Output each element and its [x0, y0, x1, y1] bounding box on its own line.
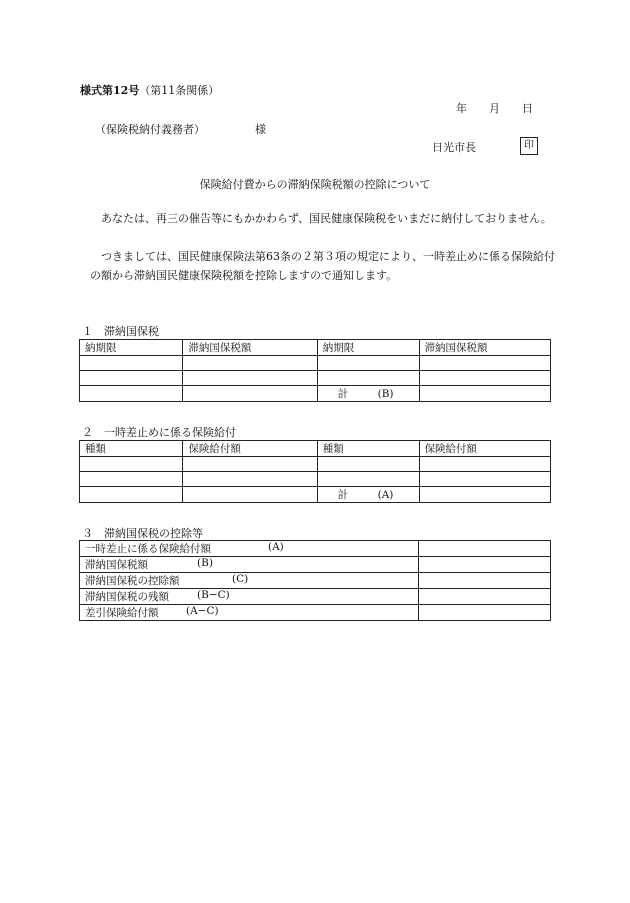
- total-value-cell: [419, 386, 550, 402]
- form-number: [80, 82, 219, 98]
- table-cell: [183, 386, 317, 402]
- total-label: 計: [337, 388, 349, 400]
- document-title: 保険給付費からの滞納保険税額の控除について: [199, 178, 431, 191]
- issuer: 日光市長: [432, 141, 476, 154]
- form-number-label: 様式第12号: [80, 84, 140, 97]
- table-cell: [80, 386, 183, 402]
- table-cell: [80, 457, 183, 472]
- table-row: [80, 472, 551, 487]
- deduction-label: 一時差止に係る保険給付額: [85, 543, 211, 555]
- suspended-benefits-table: [79, 440, 551, 503]
- table-cell: [419, 472, 550, 487]
- deduction-label-cell: [80, 557, 419, 573]
- table-cell: [80, 356, 183, 371]
- addressee: （保険税納付義務者）: [95, 123, 205, 136]
- deduction-value-cell: [419, 557, 551, 573]
- deduction-code: (B): [197, 557, 213, 569]
- table-cell: [317, 371, 419, 386]
- table-row: [80, 356, 551, 371]
- header-cell: 種類: [80, 441, 183, 457]
- deduction-code: (A−C): [186, 605, 219, 617]
- table-cell: [317, 356, 419, 371]
- deduction-value-cell: [419, 573, 551, 589]
- body-paragraph-2: つきましては、国民健康保険法第63条の２第３項の規定により、一時差止めに係る保険給付の額から滞納国民健康保険税額を控除しますので通知します。: [90, 250, 555, 282]
- table-cell: [183, 457, 317, 472]
- header-cell: 滞納国保税額: [183, 340, 317, 356]
- table-total-row: [80, 386, 551, 402]
- honorific: 様: [255, 123, 266, 136]
- total-label-cell: [317, 487, 419, 503]
- header-cell: 納期限: [317, 340, 419, 356]
- deduction-label-cell: [80, 541, 419, 557]
- arrears-table: [79, 339, 551, 402]
- date-month: 月: [489, 102, 500, 115]
- deduction-table: [79, 540, 551, 621]
- date-year: 年: [456, 102, 467, 115]
- header-cell: 保険給付額: [183, 441, 317, 457]
- deduction-label: 滞納国保税の残額: [85, 591, 169, 603]
- section1-title: １ 滞納国保税: [82, 325, 159, 338]
- header-cell: 納期限: [80, 340, 183, 356]
- deduction-value-cell: [419, 605, 551, 621]
- table-total-row: [80, 487, 551, 503]
- body-paragraph-1: あなたは、再三の催告等にもかかわらず、国民健康保険税をいまだに納付しておりません。: [101, 212, 552, 225]
- table-cell: [317, 472, 419, 487]
- table-cell: [183, 472, 317, 487]
- seal-box: 印: [520, 137, 538, 155]
- table-row: [80, 605, 551, 621]
- deduction-code: (C): [232, 573, 249, 585]
- deduction-value-cell: [419, 589, 551, 605]
- total-code: (B): [377, 388, 394, 400]
- table-cell: [419, 371, 550, 386]
- section2-title: ２ 一時差止めに係る保険給付: [82, 426, 236, 439]
- deduction-label-cell: [80, 573, 419, 589]
- header-cell: 種類: [317, 441, 419, 457]
- total-label-cell: [317, 386, 419, 402]
- table-cell: [419, 457, 550, 472]
- table-row: [80, 457, 551, 472]
- total-value-cell: [419, 487, 550, 503]
- deduction-label: 差引保険給付額: [85, 607, 159, 619]
- deduction-label: 滞納国保税の控除額: [85, 575, 180, 587]
- table-cell: [80, 371, 183, 386]
- table-cell: [419, 356, 550, 371]
- deduction-label: 滞納国保税額: [85, 559, 148, 571]
- table-cell: [183, 356, 317, 371]
- deduction-label-cell: [80, 605, 419, 621]
- total-code: (A): [377, 489, 394, 501]
- section3-title: ３ 滞納国保税の控除等: [82, 527, 203, 540]
- table-cell: [317, 457, 419, 472]
- table-row: [80, 541, 551, 557]
- deduction-value-cell: [419, 541, 551, 557]
- table-header-row: [80, 340, 551, 356]
- deduction-label-cell: [80, 589, 419, 605]
- table-header-row: [80, 441, 551, 457]
- table-row: [80, 557, 551, 573]
- form-relation: （第11条関係）: [139, 84, 220, 97]
- table-cell: [183, 371, 317, 386]
- table-cell: [183, 487, 317, 503]
- deduction-code: (B−C): [197, 589, 230, 601]
- table-cell: [80, 487, 183, 503]
- table-cell: [80, 472, 183, 487]
- table-row: [80, 589, 551, 605]
- total-label: 計: [337, 489, 349, 501]
- header-cell: 滞納国保税額: [419, 340, 550, 356]
- header-cell: 保険給付額: [419, 441, 550, 457]
- table-row: [80, 371, 551, 386]
- deduction-code: (A): [268, 541, 284, 553]
- date-day: 日: [522, 102, 533, 115]
- table-row: [80, 573, 551, 589]
